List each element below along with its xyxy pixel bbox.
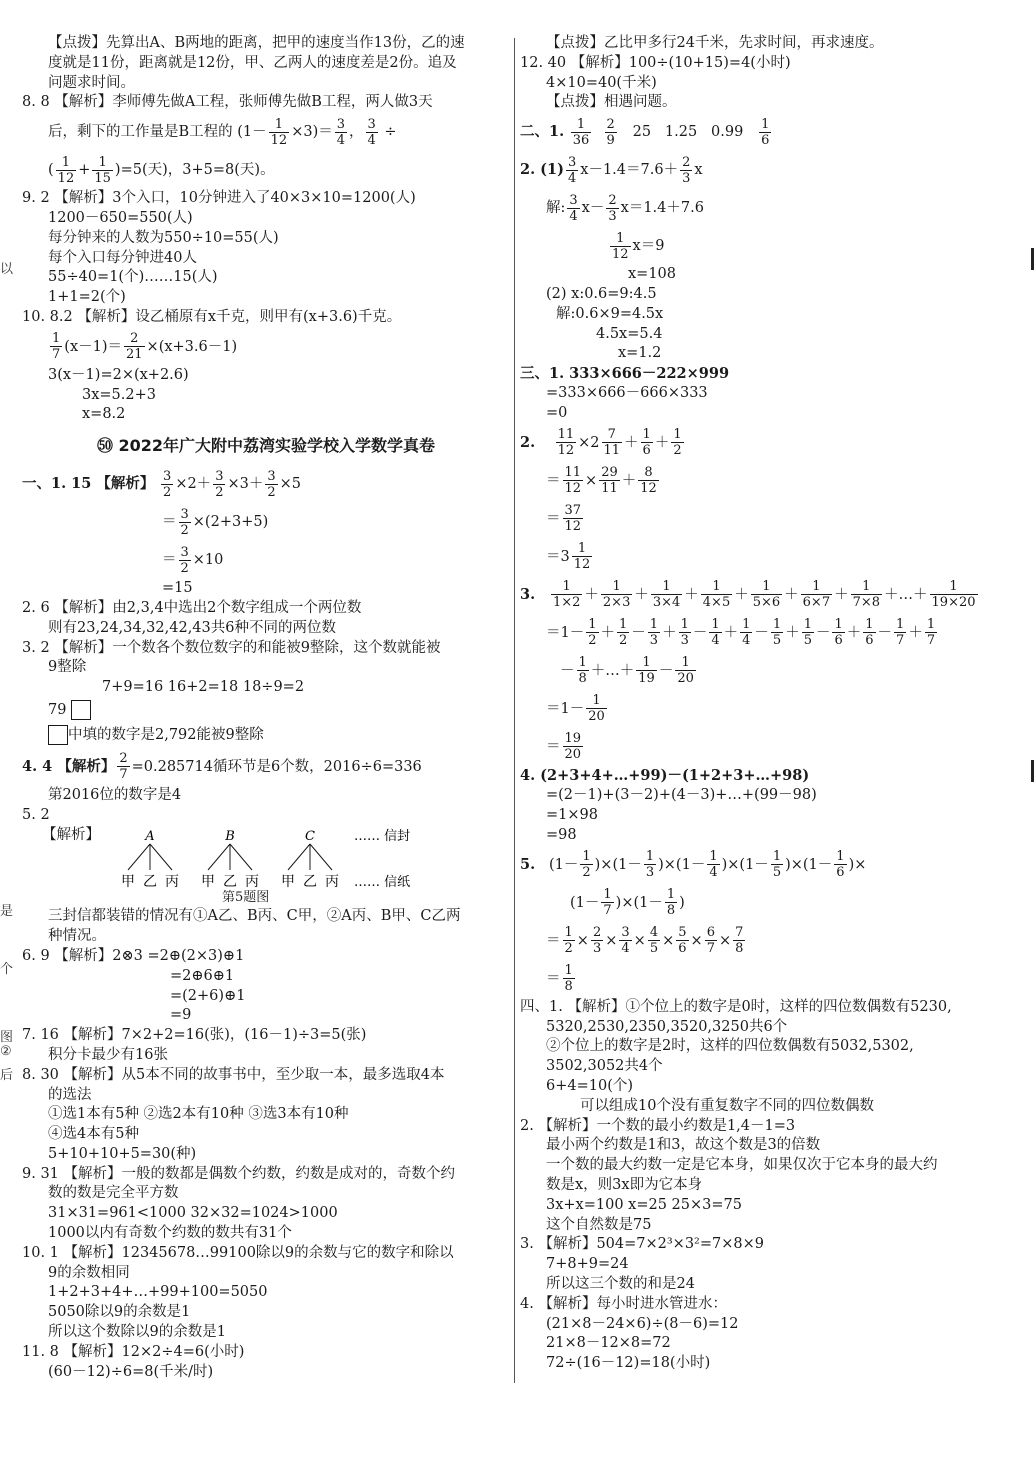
answer-10s: 10. 1 【解析】12345678…99100除以9的余数与它的数字和除以 <box>22 1244 454 1261</box>
hint-line: 度就是11份，距离就是12份，甲、乙两人的速度差是2份。追及 <box>48 54 457 71</box>
calc-line: ＝ $\frac{19}{20}$ <box>546 731 582 763</box>
calc-line: x=1.2 <box>618 345 662 362</box>
hint-line: 【点拨】乙比甲多行24千米，先求时间，再求速度。 <box>546 35 884 51</box>
answer-12: 12. 40 【解析】100÷(10+15)=4(小时) <box>520 54 791 71</box>
tree-figure <box>120 826 420 888</box>
answer-9: 9. 2 【解析】3个入口，10分钟进入了40×3×10=1200(人) <box>22 190 416 207</box>
calc-line: (2) x:0.6=9:4.5 <box>546 285 657 302</box>
leaf: 甲 <box>281 873 295 888</box>
text: 2. (1) <box>520 161 564 179</box>
calc-line: 5+10+10+5=30(种) <box>48 1145 197 1162</box>
calc-line: 5320,2530,2350,3520,3250共6个 <box>546 1018 788 1035</box>
calc-line: 9的余数相同 <box>48 1264 130 1281</box>
calc-line: 7+8+9=24 <box>546 1256 629 1273</box>
value: 1.25 <box>664 124 698 141</box>
calc-line: 3x=5.2+3 <box>82 386 156 403</box>
answer-11: 11. 8 【解析】12×2÷4=6(小时) <box>22 1343 245 1360</box>
calc-line: =9 <box>170 1007 192 1024</box>
margin-char: ② <box>0 1044 12 1059</box>
calc-line: 7+9=16 16+2=18 18÷9=2 <box>102 679 305 696</box>
calc-line: 9整除 <box>48 659 87 676</box>
answer-8-eq: 后，剩下的工作量是B工程的 (1－ $\frac{1}{12}$ ×3)＝ $\frac{3}{4}$ ， $\frac{3}{4}$ ÷ <box>48 116 397 148</box>
tree-branches <box>128 844 332 870</box>
calc-line: 所以这个数除以9的余数是1 <box>48 1324 226 1341</box>
calc-line: 数是x，则3x即为它本身 <box>546 1176 703 1193</box>
calc-line: ＝ $\frac{37}{12}$ <box>546 503 582 535</box>
s3-answer-4 <box>520 766 1014 787</box>
margin-char: 后 <box>0 1068 14 1083</box>
leaf: 丙 <box>165 873 179 888</box>
calc-line: 3x+x=100 x=25 25×3=75 <box>546 1196 742 1213</box>
s4-answer-1: 四、1. 【解析】①个位上的数字是0时，这样的四位数偶数有5230, <box>520 998 952 1015</box>
answer-9s: 9. 31 【解析】一般的数都是偶数个约数，约数是成对的，奇数个约 <box>22 1165 456 1182</box>
calc-line: ①选1本有5种 ②选2本有10种 ③选3本有10种 <box>48 1106 349 1123</box>
calc-line: 每个入口每分钟进40人 <box>48 249 197 266</box>
calc-line: =333×666－666×333 <box>546 384 708 401</box>
column-divider <box>514 38 515 1383</box>
calc-line: 第2016位的数字是4 <box>48 786 182 803</box>
calc-line: =(2－1)+(3－2)+(4－3)+…+(99－98) <box>546 787 817 804</box>
margin-char: 是 <box>0 904 14 919</box>
calc-line: 31×31=961<1000 32×32=1024>1000 <box>48 1205 338 1222</box>
calc-line: =98 <box>546 826 577 843</box>
answer-10-eq: $\frac{1}{7}$ (x－1)＝ $\frac{2}{21}$ ×(x+3.6－1) <box>52 331 238 363</box>
calc-line: (60－12)÷6=8(千米/时) <box>48 1363 214 1380</box>
calc-line: 种情况。 <box>48 928 106 945</box>
calc-line: 所以这三个数的和是24 <box>546 1275 695 1292</box>
calc-line: 4.5x=5.4 <box>596 325 663 342</box>
s3-answer-2: 2. $\frac{11}{12}$ ×2 $\frac{7}{11}$ ＋ $\frac{1}{6}$ ＋ $\frac{1}{2}$ <box>520 427 682 459</box>
calc-line: 每分钟来的人数为550÷10=55(人) <box>48 229 279 246</box>
calc-line: =15 <box>162 580 193 597</box>
tree-leaves <box>121 874 339 888</box>
calc-line: 积分卡最少有16张 <box>48 1046 168 1063</box>
calc-line: 一个数的最大约数一定是它本身，如果仅次于它本身的最大约 <box>546 1157 938 1174</box>
text: =5(天)，3+5=8(天)。 <box>120 162 275 179</box>
exam-title: ㊿ 2022年广大附中荔湾实验学校入学数学真卷 <box>96 436 436 456</box>
calc-line: ＝1－ $\frac{1}{20}$ <box>546 693 605 725</box>
answer-10: 10. 8.2 【解析】设乙桶原有x千克，则甲有(x+3.6)千克。 <box>22 308 402 325</box>
text: 后，剩下的工作量是B工程的 <box>48 124 233 141</box>
calc-line: (21×8－24×6)÷(8－6)=12 <box>546 1315 739 1332</box>
calc-line: x=8.2 <box>82 406 126 423</box>
leaf: 乙 <box>143 873 157 888</box>
figure-caption: 第5题图 <box>222 889 270 905</box>
calc-line: 4×10=40(千米) <box>546 74 657 91</box>
leaf: 丙 <box>325 873 339 888</box>
text: 79 <box>48 701 67 718</box>
blank-box <box>71 700 91 720</box>
s4-answer-2: 2. 【解析】一个数的最小约数是1,4－1=3 <box>520 1117 796 1134</box>
text: 二、1. <box>520 123 565 141</box>
calc-line: ＝ $\frac{11}{12}$ × $\frac{29}{11}$ ＋ $\frac{8}{12}$ <box>546 465 657 497</box>
tree-letter: C <box>305 828 315 844</box>
calc-line: 3502,3052共4个 <box>546 1058 663 1075</box>
blank-box <box>48 725 68 745</box>
hint-line: 问题求时间。 <box>48 74 135 91</box>
answer-4: 4. 4 【解析】 $\frac{2}{7}$ =0.285714循环节是6个数，2016÷6=336 <box>22 751 422 783</box>
calc-line: ＝ $\frac{1}{8}$ <box>546 963 573 995</box>
calc-line: 3(x－1)=2×(x+2.6) <box>48 366 189 383</box>
leaf: 乙 <box>303 873 317 888</box>
s4-answer-4: 4. 【解析】每小时进水管进水： <box>520 1295 727 1312</box>
calc-line: 21×8－12×8=72 <box>546 1335 671 1352</box>
margin-char: 图 <box>0 1030 14 1045</box>
calc-line: ＝ $\frac{3}{2}$ ×10 <box>162 544 224 576</box>
answer-2: 2. 6 【解析】由2,3,4中选出2个数字组成一个两位数 <box>22 599 362 616</box>
calc-line: 数的数是完全平方数 <box>48 1185 179 1202</box>
calc-line: =0 <box>546 404 568 421</box>
leaf: 甲 <box>121 873 135 888</box>
calc-line: 这个自然数是75 <box>546 1216 652 1233</box>
calc-line: ＝1－ $\frac{1}{2}$ ＋ $\frac{1}{2}$ － $\frac{1}{3}$ ＋ $\frac{1}{3}$ － $\frac{1}{4}$ ＋ $\frac{1}{4}$ － $\frac{1}{5}$ ＋ $\frac{1}{5}$ － $\frac{1}{6}$ ＋ $\frac{1}{6}$ － $\frac{1}{7}$ ＋ $\frac{1}{7}$ <box>546 617 936 649</box>
s2-answer-1: 二、1. $\frac{1}{36}$ $\frac{2}{9}$ 25 1.25 0.99 $\frac{1}{6}$ <box>520 116 770 148</box>
answer-8-eq2: ( $\frac{1}{12}$ + $\frac{1}{15}$ )=5(天)，3+5=8(天)。 <box>48 154 275 186</box>
s4-answer-3: 3. 【解析】504=7×2³×3²=7×8×9 <box>520 1236 764 1253</box>
calc-line: 1+1=2(个) <box>48 289 126 306</box>
s3-answer-1: 三、1. 333×666－222×999 <box>520 365 730 383</box>
tree-letter: B <box>225 828 235 844</box>
calc-line: =1×98 <box>546 807 598 824</box>
text: =0.285714循环节是6个数，2016÷6=336 <box>131 758 422 775</box>
calc-line: =2⊕6⊕1 <box>170 967 235 984</box>
calc-line: 55÷40=1(个)……15(人) <box>48 269 218 286</box>
tree-label: …… 信封 <box>354 828 411 844</box>
answer-8s: 8. 30 【解析】从5本不同的故事书中，至少取一本，最多选取4本 <box>22 1066 445 1083</box>
calc-line: 可以组成10个没有重复数字不同的四位数偶数 <box>580 1097 874 1114</box>
tree-label: …… 信纸 <box>354 874 411 888</box>
calc-line: (1－ $\frac{1}{7}$ )×(1－ $\frac{1}{8}$ ) <box>570 887 685 919</box>
calc-line: 最小两个约数是1和3，故这个数是3的倍数 <box>546 1137 821 1154</box>
hint-line: 【点拨】相遇问题。 <box>546 94 677 111</box>
calc-line: ＝3 $\frac{1}{12}$ <box>546 541 591 573</box>
right-column <box>520 34 1014 1374</box>
hint-line: 【点拨】先算出A、B两地的距离，把甲的速度当作13份，乙的速 <box>48 35 465 51</box>
answer-7: 7. 16 【解析】7×2+2=16(张)，(16－1)÷3=5(张) <box>22 1027 367 1044</box>
calc-line: 72÷(16－12)=18(小时) <box>546 1355 711 1372</box>
s2-answer-2: 2. (1) $\frac{3}{4}$ x－1.4＝7.6＋ $\frac{2}{3}$ x <box>520 154 703 186</box>
s3-answer-3: 3. $\frac{1}{1\times 2}$ ＋ $\frac{1}{2\times 3}$ ＋ $\frac{1}{3\times 4}$ ＋ $\frac{1}{4\times 5}$ ＋ $\frac{1}{5\times 6}$ ＋ $\frac{1}{6\times 7}$ ＋ $\frac{1}{7\times 8}$ ＋…＋ $\frac{1}{19\times 20}$ <box>520 579 976 611</box>
calc-line: 则有23,24,34,32,42,43共6种不同的两位数 <box>48 619 336 636</box>
calc-line: ②个位上的数字是2时，这样的四位数偶数有5032,5302, <box>546 1038 914 1055</box>
calc-line: 解:0.6×9=4.5x <box>556 305 664 322</box>
edge-mark <box>1031 248 1034 270</box>
calc-line: 的选法 <box>48 1086 92 1103</box>
calc-line: $\frac{1}{12}$ x＝9 <box>612 230 665 262</box>
answer-3: 3. 2 【解析】一个数各个数位数字的和能被9整除，这个数就能被 <box>22 639 441 656</box>
calc-line: 解: $\frac{3}{4}$ x－ $\frac{2}{3}$ x＝1.4＋7.6 <box>546 192 704 224</box>
calc-line: ＝ $\frac{1}{2}$ × $\frac{2}{3}$ × $\frac{3}{4}$ × $\frac{4}{5}$ × $\frac{5}{6}$ × $\frac{6}{7}$ × $\frac{7}{8}$ <box>546 925 744 957</box>
envelope-diagram <box>42 826 510 888</box>
s1-answer-1: 一、1. 15 【解析】 $\frac{3}{2}$ ×2＋ $\frac{3}{2}$ ×3＋ $\frac{3}{2}$ ×5 <box>22 468 301 500</box>
value: 0.99 <box>711 124 744 141</box>
calc-line: 6+4=10(个) <box>546 1077 634 1094</box>
text: 【解析】 <box>42 826 100 843</box>
value: 25 <box>632 124 652 141</box>
calc-line: x=108 <box>628 266 677 283</box>
calc-line: － $\frac{1}{8}$ ＋…＋ $\frac{1}{19}$ － $\frac{1}{20}$ <box>560 655 694 687</box>
s3-answer-5: 5. (1－ $\frac{1}{2}$ )×(1－ $\frac{1}{3}$ )×(1－ $\frac{1}{4}$ )×(1－ $\frac{1}{5}$ )×(1－ $\frac{1}{6}$ )× <box>520 849 867 881</box>
calc-line: 1200－650=550(人) <box>48 209 193 226</box>
leaf: 乙 <box>223 873 237 888</box>
answer-8: 8. 8 【解析】李师傅先做A工程，张师傅先做B工程，两人做3天 <box>22 94 433 111</box>
calc-line <box>22 722 510 748</box>
left-column <box>22 34 510 1382</box>
text: 4. (2+3+4+…+99)－(1+2+3+…+98) <box>520 766 810 784</box>
digit-box-line <box>22 698 510 722</box>
tree-letter: A <box>145 828 155 844</box>
leaf: 甲 <box>201 873 215 888</box>
text: 一、1. 15 【解析】 <box>22 475 155 493</box>
leaf: 丙 <box>245 873 259 888</box>
calc-line: 1000以内有奇数个约数的数共有31个 <box>48 1225 292 1242</box>
calc-line: 三封信都装错的情况有①A乙、B丙、C甲，②A丙、B甲、C乙两 <box>48 908 461 925</box>
edge-mark <box>1031 760 1034 782</box>
calc-line: ＝ $\frac{3}{2}$ ×(2+3+5) <box>162 506 269 538</box>
calc-line: ④选4本有5种 <box>48 1126 139 1143</box>
answer-5: 5. 2 <box>22 806 50 823</box>
margin-char: 以 <box>0 262 14 277</box>
text: 中填的数字是2,792能被9整除 <box>68 726 264 743</box>
margin-char: 个 <box>0 962 14 977</box>
calc-line: =(2+6)⊕1 <box>170 987 246 1004</box>
calc-line: 5050除以9的余数是1 <box>48 1304 191 1321</box>
answer-6: 6. 9 【解析】2⊗3 =2⊕(2×3)⊕1 <box>22 947 245 964</box>
calc-line: 1+2+3+4+…+99+100=5050 <box>48 1284 268 1301</box>
